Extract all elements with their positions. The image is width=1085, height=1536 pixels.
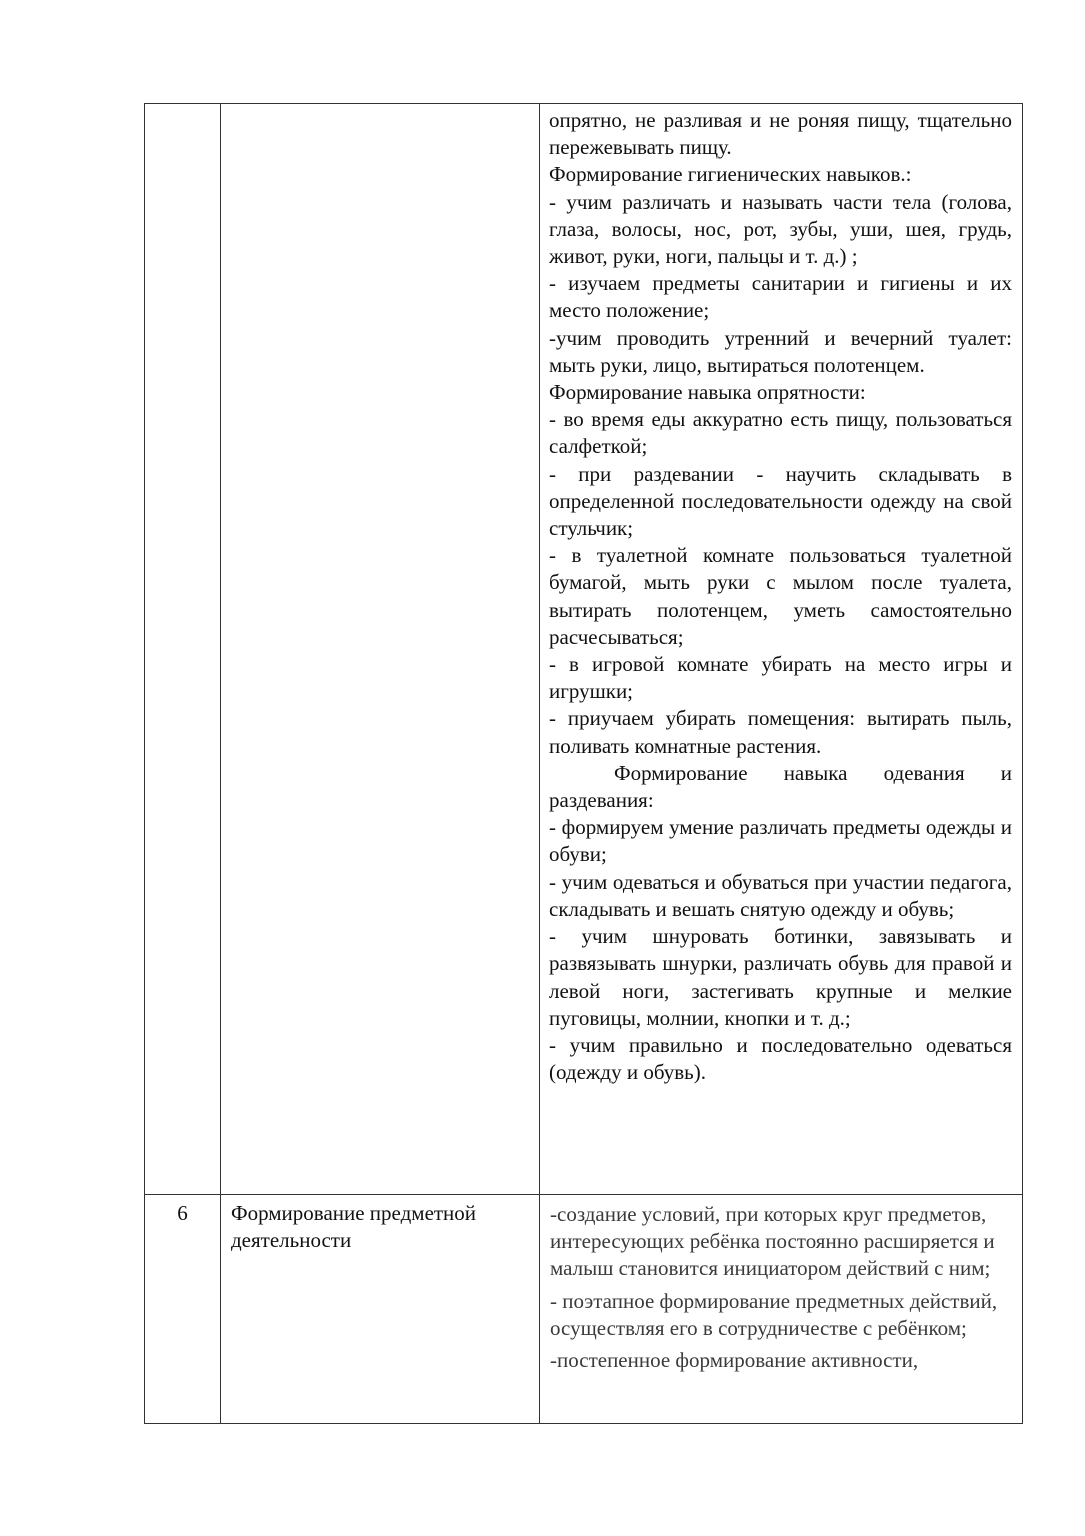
row-title: Формирование предметной деятельности [231, 1201, 477, 1252]
paragraph: - приучаем убирать помещения: вытирать пыль, поливать комнатные растения. [549, 706, 1012, 758]
row-content-cell [540, 104, 1023, 1195]
paragraph: опрятно, не разливая и не роняя пищу, тщательно пережевывать пищу. [549, 108, 1012, 160]
section-heading: Формирование навыка одевания и раздевания: [549, 760, 1012, 813]
paragraph: - учим шнуровать ботинки, завязывать и развязывать шнурки, различать обувь для правой и левой ноги, застегивать крупные и мелкие пуговицы, молнии, кнопки и т. д.; [549, 924, 1012, 1030]
row-title-cell [221, 104, 540, 1195]
section-heading: Формирование гигиенических навыков.: [549, 162, 912, 187]
section-heading: Формирование навыка опрятности: [549, 380, 866, 405]
list-item: - поэтапное формирование предметных действий, осуществляя его в сотрудничестве с ребёнком; [550, 1288, 998, 1340]
list-item: -постепенное формирование активности, [550, 1348, 919, 1373]
content-table [144, 103, 1023, 1424]
list-item: -создание условий, при которых круг предметов, интересующих ребёнка постоянно расширяется и малыш становится инициатором действий с ним; [550, 1202, 995, 1281]
paragraph: - учим различать и называть части тела (голова, глаза, волосы, нос, рот, зубы, уши, шея, грудь, живот, руки, ноги, пальцы и т. д.) ; [549, 189, 1012, 269]
row-title [221, 104, 539, 109]
content-block [540, 1195, 1022, 1374]
row-number: 6 [177, 1201, 188, 1225]
row-number-cell [145, 1195, 221, 1424]
table-row [145, 1195, 1023, 1424]
row-number [145, 104, 220, 109]
paragraph: - при раздевании - научить складывать в определенной последовательности одежду на свой стульчик; [549, 461, 1012, 541]
paragraph: -учим проводить утренний и вечерний туалет: мыть руки, лицо, вытираться полотенцем. [549, 325, 1012, 377]
row-content-cell [540, 1195, 1023, 1424]
paragraph: - в туалетной комнате пользоваться туалетной бумагой, мыть руки с мылом после туалета, вытирать полотенцем, уметь самостоятельно расчесываться; [549, 543, 1012, 649]
paragraph: - во время еды аккуратно есть пищу, пользоваться салфеткой; [549, 407, 1012, 459]
row-number-cell [145, 104, 221, 1195]
paragraph: - в игровой комнате убирать на место игры и игрушки; [549, 652, 1012, 704]
paragraph: - учим одеваться и обуваться при участии педагога, складывать и вешать снятую одежду и обувь; [549, 869, 1012, 921]
paragraph: - изучаем предметы санитарии и гигиены и их место положение; [549, 271, 1012, 323]
content-block [540, 104, 1022, 1086]
row-title-cell [221, 1195, 540, 1424]
table-row [145, 104, 1023, 1195]
paragraph: - учим правильно и последовательно одеваться (одежду и обувь). [549, 1032, 1012, 1085]
paragraph: - формируем умение различать предметы одежды и обуви; [549, 815, 1012, 867]
